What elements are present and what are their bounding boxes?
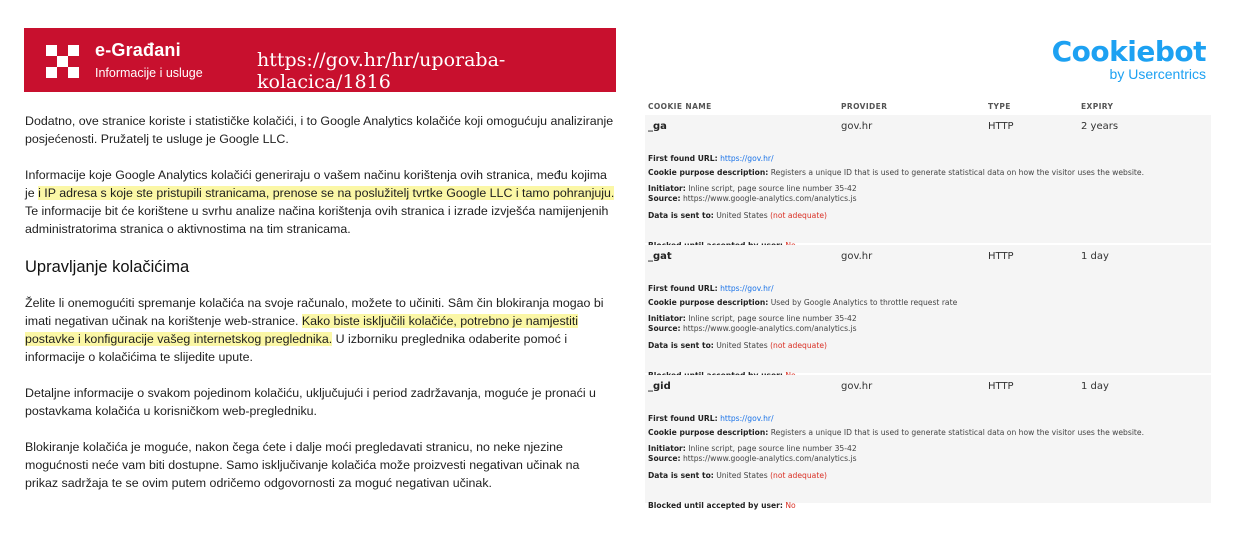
cookie-type: HTTP [988,381,1014,392]
sent-to-country: United States [716,211,768,220]
paragraph-2-start: Informacije koje Google Analytics kolačići generiraju o vašem načinu korištenja ovih stranica, među kojima je [25,168,607,200]
purpose-text: Registers a unique ID that is used to generate statistical data on how the visitor uses the website. [770,428,1144,437]
brand-subtitle: Informacije i usluge [95,66,203,80]
initiator-line [648,184,857,193]
initiator-text: Inline script, page source line number 35-42 [688,314,857,323]
sent-to-label: Data is sent to: [648,211,714,220]
paragraph-2-end: Te informacije bit će korištene u svrhu analize načina korištenja ovih stranica i izrade izvješća namijenjenih administratorima stranica o aktivnostima na tim stranicama. [25,204,609,236]
source-text: https://www.google-analytics.com/analytics.js [682,194,857,203]
table-row [645,375,1211,510]
first-found-label: First found URL: [648,284,718,293]
cookie-expiry: 2 years [1081,121,1119,132]
checkerboard-logo-icon [46,45,80,79]
sent-to-label: Data is sent to: [648,471,714,480]
first-found-line [648,414,774,423]
purpose-line [648,428,1144,437]
purpose-line [648,298,957,307]
source-text: https://www.google-analytics.com/analytics.js [682,454,857,463]
sent-to-country: United States [716,341,768,350]
table-row [645,115,1211,243]
blocked-label: Blocked until accepted by user: [648,501,783,510]
sent-to-label: Data is sent to: [648,341,714,350]
first-found-link[interactable]: https://gov.hr/ [720,414,774,423]
source-line [648,454,857,463]
cookie-type: HTTP [988,121,1014,132]
header-cookie-name: COOKIE NAME [648,102,712,111]
first-found-line [648,284,774,293]
initiator-line [648,314,857,323]
source-text: https://www.google-analytics.com/analytics.js [682,324,857,333]
highlighted-text-settings: Kako biste isključili kolačiće, potrebno je namjestiti postavke i konfiguracije vašeg internetskog preglednika. [25,314,579,346]
first-found-label: First found URL: [648,154,718,163]
paragraph-2 [25,166,615,238]
source-label: Source: [648,454,681,463]
purpose-label: Cookie purpose description: [648,428,769,437]
paragraph-5: Blokiranje kolačića je moguće, nakon čega ćete i dalje moći pregledavati stranicu, no neke njezine mogućnosti neće vam biti dostupne. Samo isključivanje kolačića može proizvesti negativan učinak na prikaz sadržaja te se ovim putem odričemo odgovornosti za moguć negativan učinak. [25,440,580,490]
cookie-name: _gat [648,251,672,262]
source-label: Source: [648,194,681,203]
cookie-name: _gid [648,381,671,392]
header-provider: PROVIDER [841,102,888,111]
cookie-name: _ga [648,121,667,132]
purpose-text: Registers a unique ID that is used to generate statistical data on how the visitor uses the website. [770,168,1144,177]
cookie-type: HTTP [988,251,1014,262]
cookie-expiry: 1 day [1081,381,1109,392]
table-header [645,99,1211,113]
page-url: https://gov.hr/hr/uporaba-kolacica/1816 [257,49,506,93]
cookiebot-logo [1051,35,1206,82]
cookie-provider: gov.hr [841,381,873,392]
initiator-text: Inline script, page source line number 35-42 [688,184,857,193]
initiator-label: Initiator: [648,444,686,453]
first-found-link[interactable]: https://gov.hr/ [720,154,774,163]
paragraph-3-start: Želite li onemogućiti spremanje kolačića na svoje računalo, možete to učiniti. Sâm čin blokiranja mogao bi imati negativan učinak na korištenje web-stranice. [25,296,604,328]
source-label: Source: [648,324,681,333]
paragraph-4: Detaljne informacije o svakom pojedinom kolačiću, uključujući i period zadržavanja, moguće je pronaći u postavkama kolačića u korisničkom web-pregledniku. [25,386,596,418]
sent-to-country: United States [716,471,768,480]
cookie-table [645,99,1211,510]
paragraph-3 [25,294,615,366]
header-expiry: EXPIRY [1081,102,1114,111]
initiator-text: Inline script, page source line number 35-42 [688,444,857,453]
cookie-expiry: 1 day [1081,251,1109,262]
highlighted-text-ip: i IP adresa s koje ste pristupili stranicama, prenose se na poslužitelj tvrtke Google LLC i tamo pohranjuju. [38,186,615,200]
sent-to-line [648,211,827,220]
brand-title[interactable]: e-Građani [95,40,181,60]
purpose-label: Cookie purpose description: [648,298,769,307]
first-found-line [648,154,774,163]
section-heading: Upravljanje kolačićima [25,258,190,276]
purpose-text: Used by Google Analytics to throttle request rate [770,298,958,307]
sent-to-line [648,471,827,480]
initiator-label: Initiator: [648,314,686,323]
purpose-label: Cookie purpose description: [648,168,769,177]
source-line [648,324,857,333]
adequacy-status: (not adequate) [770,471,827,480]
paragraph-3-end: U izborniku preglednika odaberite pomoć i informacije o kolačićima te slijedite upute. [25,332,568,364]
source-line [648,194,857,203]
purpose-line [648,168,1144,177]
header-banner [24,28,616,92]
initiator-line [648,444,857,453]
first-found-link[interactable]: https://gov.hr/ [720,284,774,293]
adequacy-status: (not adequate) [770,341,827,350]
paragraph-1: Dodatno, ove stranice koriste i statističke kolačići, i to Google Analytics kolačiće koji omogućuju analiziranje posjećenosti. Pružatelj te usluge je Google LLC. [25,114,614,146]
blocked-line [648,501,796,510]
article-body [25,112,615,510]
header-type: TYPE [988,102,1011,111]
first-found-label: First found URL: [648,414,718,423]
cookiebot-byline: by Usercentrics [1109,66,1206,82]
cookie-provider: gov.hr [841,121,873,132]
sent-to-line [648,341,827,350]
initiator-label: Initiator: [648,184,686,193]
cookiebot-wordmark: Cookiebot [1051,35,1206,68]
gov-page-excerpt [24,28,616,513]
blocked-value: No [785,501,796,510]
table-row [645,245,1211,373]
cookie-provider: gov.hr [841,251,873,262]
adequacy-status: (not adequate) [770,211,827,220]
